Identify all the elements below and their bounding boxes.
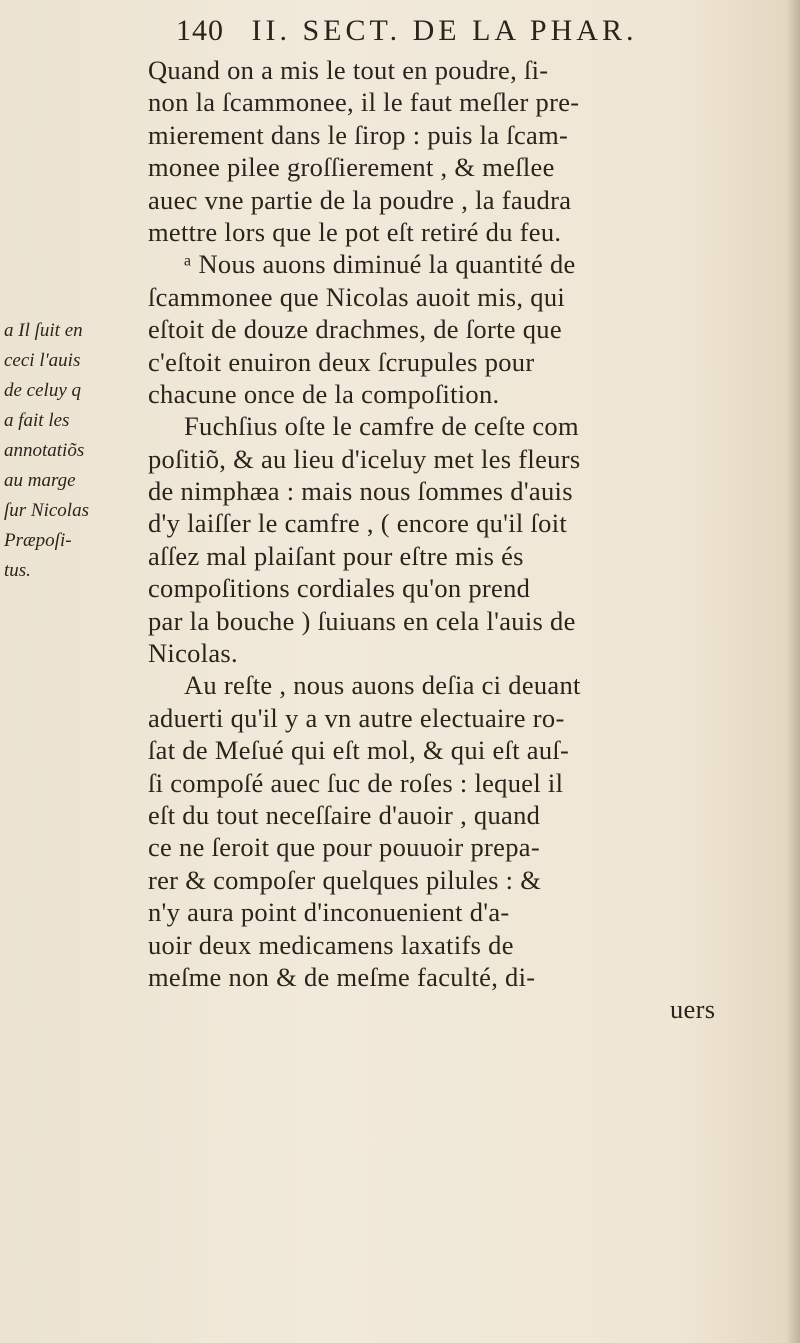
text-line: eſt du tout neceſſaire d'auoir , quand <box>148 799 541 830</box>
text-line: chacune once de la compoſition. <box>148 378 500 409</box>
marginal-note-line: de celuy q <box>4 380 82 401</box>
text-line: Quand on a mis le tout en poudre, ſi- <box>148 55 549 85</box>
text-line: n'y aura point d'inconuenient d'a- <box>148 897 510 928</box>
text-line: uoir deux medicamens laxatifs de <box>148 929 514 960</box>
text-line: mettre lors que le pot eſt retiré du feu. <box>148 216 562 247</box>
text-line: ſat de Meſué qui eſt mol, & qui eſt auſ- <box>148 735 570 766</box>
text-line: Fuchſius oſte le camfre de ceſte com <box>184 411 579 442</box>
text-line: monee pilee groſſierement , & meſlee <box>148 152 555 183</box>
running-header <box>176 14 637 48</box>
text-line: ſcammonee que Nicolas auoit mis, qui <box>148 281 566 312</box>
text-line: ᵃ Nous auons diminué la quantité de <box>184 249 576 280</box>
text-line: poſitiõ, & au lieu d'iceluy met les fleurs <box>148 443 581 474</box>
running-title: II. SECT. DE LA PHAR. <box>251 14 638 47</box>
marginal-note-line: tus. <box>4 560 31 581</box>
text-line: non la ſcammonee, il le faut meſler pre- <box>148 87 580 118</box>
marginal-note-line: annotatiõs <box>4 440 85 461</box>
text-line: de nimphæa : mais nous ſommes d'auis <box>148 476 573 507</box>
text-line: par la bouche ) ſuiuans en cela l'auis de <box>148 605 576 636</box>
text-line: rer & compoſer quelques pilules : & <box>148 864 542 895</box>
marginal-note-line: a fait les <box>4 410 70 431</box>
marginal-note-line: a Il ſuit en <box>4 320 83 341</box>
text-line: Nicolas. <box>148 638 238 669</box>
catchword: uers <box>670 994 716 1025</box>
marginal-note-line: Præpoſi- <box>4 530 72 551</box>
page-edge-shadow <box>786 0 800 1343</box>
marginal-note-line: ſur Nicolas <box>4 500 89 521</box>
body-text <box>148 54 788 1026</box>
text-line: ce ne ſeroit que pour pouuoir prepa- <box>148 832 540 863</box>
page-number: 140 <box>176 14 224 47</box>
marginal-note-line: ceci l'auis <box>4 350 81 371</box>
text-line: eſtoit de douze drachmes, de ſorte que <box>148 314 562 345</box>
text-line: ſi compoſé auec ſuc de roſes : lequel il <box>148 767 564 798</box>
text-line: mierement dans le ſirop : puis la ſcam- <box>148 119 569 150</box>
text-line: auec vne partie de la poudre , la faudra <box>148 184 572 215</box>
marginal-note <box>4 316 154 586</box>
text-line: c'eſtoit enuiron deux ſcrupules pour <box>148 346 535 377</box>
text-line: aſſez mal plaiſant pour eſtre mis és <box>148 540 524 571</box>
marginal-note-line: au marge <box>4 470 76 491</box>
text-line: aduerti qu'il y a vn autre electuaire ro- <box>148 702 565 733</box>
text-line: meſme non & de meſme faculté, di- <box>148 961 536 992</box>
text-line: d'y laiſſer le camfre , ( encore qu'il ſoit <box>148 508 568 539</box>
text-line: Au reſte , nous auons deſia ci deuant <box>184 670 581 701</box>
text-line: compoſitions cordiales qu'on prend <box>148 573 531 604</box>
